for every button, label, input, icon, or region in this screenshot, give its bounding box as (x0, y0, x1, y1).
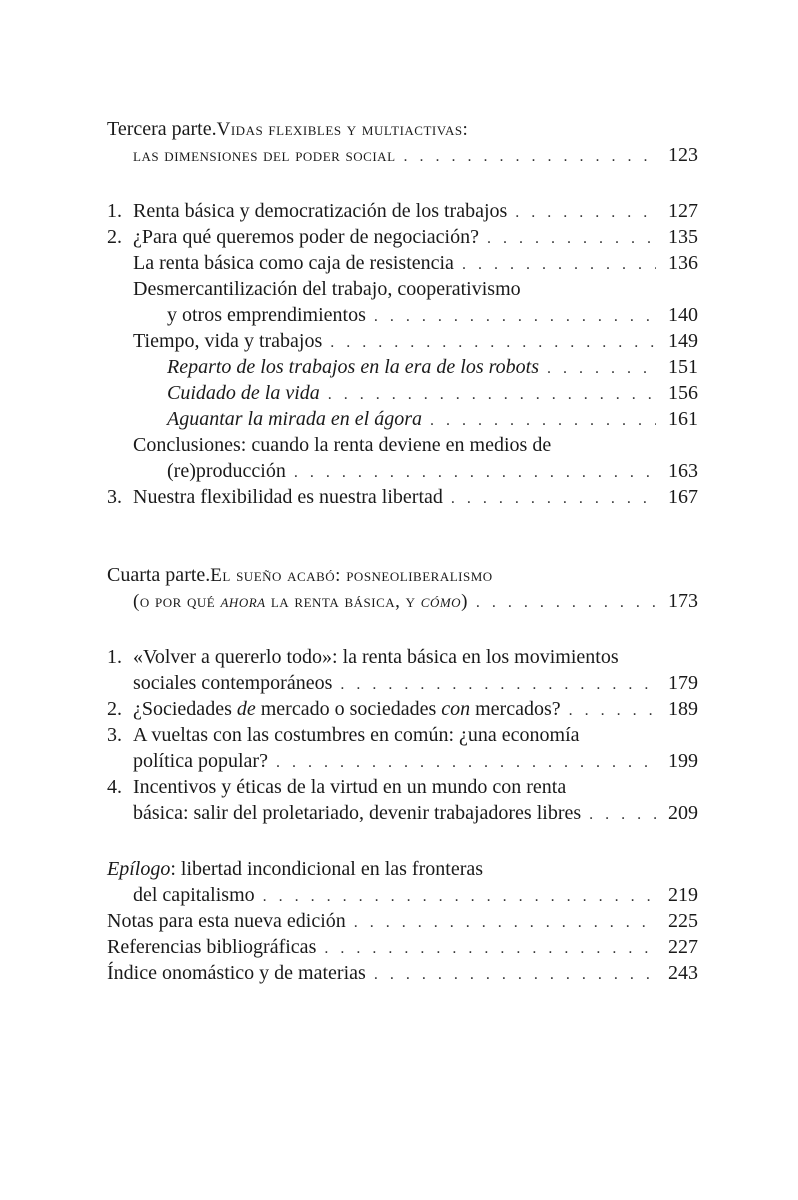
page-number: 140 (668, 304, 698, 326)
toc-subentry-cont (107, 458, 698, 484)
entry-number: 2. (107, 698, 122, 720)
page-number: 227 (668, 936, 698, 958)
dot-leader (294, 460, 656, 486)
entry-title: Notas para esta nueva edición (107, 910, 346, 932)
toc-subentry (107, 276, 698, 302)
toc-entry-cont (107, 670, 698, 696)
page-number: 179 (668, 672, 698, 694)
toc-entry (107, 644, 698, 670)
dot-leader (589, 802, 656, 828)
toc-subsubentry (107, 380, 698, 406)
dot-leader (276, 750, 656, 776)
page-number: 123 (668, 144, 698, 166)
entry-title: La renta básica como caja de resistencia (133, 252, 454, 274)
toc-indice (107, 960, 698, 986)
part4-heading (107, 562, 698, 588)
toc-subentry (107, 432, 698, 458)
page-number: 243 (668, 962, 698, 984)
page-number: 161 (668, 408, 698, 430)
entry-title: Desmercantilización del trabajo, cooperativismo (133, 278, 521, 300)
entry-number: 2. (107, 226, 122, 248)
entry-title-cont: y otros emprendimientos (167, 304, 366, 326)
entry-title: Epílogo: libertad incondicional en las fronteras (107, 858, 484, 880)
toc-entry (107, 198, 698, 224)
dot-leader (515, 200, 656, 226)
entry-number: 1. (107, 646, 122, 668)
entry-number: 4. (107, 776, 122, 798)
toc-subentry-cont (107, 302, 698, 328)
part3-prefix: Tercera parte. (107, 118, 217, 140)
page-number: 209 (668, 802, 698, 824)
dot-leader (374, 304, 656, 330)
entry-title: «Volver a quererlo todo»: la renta básica en los movimientos (133, 646, 619, 668)
page-number: 149 (668, 330, 698, 352)
entry-title: ¿Sociedades de mercado o sociedades con mercados? (133, 698, 561, 720)
page-number: 199 (668, 750, 698, 772)
toc-subentry (107, 250, 698, 276)
part3-heading-line2 (107, 142, 698, 168)
entry-title-cont: básica: salir del proletariado, devenir trabajadores libres (133, 802, 582, 824)
page-number: 219 (668, 884, 698, 906)
toc-subentry (107, 328, 698, 354)
entry-number: 3. (107, 486, 122, 508)
entry-title: Reparto de los trabajos en la era de los robots (167, 356, 540, 378)
toc-entry (107, 224, 698, 250)
dot-leader (374, 962, 656, 988)
page-number: 167 (668, 486, 698, 508)
toc-entry (107, 696, 698, 722)
dot-leader (430, 408, 656, 434)
entry-title: A vueltas con las costumbres en común: ¿una economía (133, 724, 580, 746)
entry-title-cont: sociales contemporáneos (133, 672, 333, 694)
entry-number: 3. (107, 724, 122, 746)
toc-subsubentry (107, 354, 698, 380)
dot-leader (547, 356, 656, 382)
toc-epilogo-cont (107, 882, 698, 908)
part4-heading-line2 (107, 588, 698, 614)
page-number: 225 (668, 910, 698, 932)
page-number: 189 (668, 698, 698, 720)
dot-leader (263, 884, 656, 910)
entry-title: ¿Para qué queremos poder de negociación? (133, 226, 479, 248)
toc-epilogo (107, 856, 698, 882)
toc-entry-cont (107, 800, 698, 826)
dot-leader (354, 910, 656, 936)
part4-title: El sueño acabó: posneoliberalismo (210, 565, 493, 586)
entry-title-cont: (re)producción (167, 460, 286, 482)
toc-entry (107, 722, 698, 748)
entry-title-cont: del capitalismo (133, 884, 255, 906)
dot-leader (476, 590, 656, 616)
dot-leader (404, 144, 656, 170)
dot-leader (487, 226, 656, 252)
toc-notas (107, 908, 698, 934)
dot-leader (569, 698, 656, 724)
dot-leader (330, 330, 656, 356)
part4-subtitle: (o por qué ahora la renta básica, y cómo) (133, 591, 468, 612)
part3-heading (107, 116, 698, 142)
entry-title: Conclusiones: cuando la renta deviene en medios de (133, 434, 552, 456)
page-number: 151 (668, 356, 698, 378)
entry-title: Cuidado de la vida (167, 382, 320, 404)
entry-title: Tiempo, vida y trabajos (133, 330, 323, 352)
toc-entry (107, 774, 698, 800)
part3-title: Vidas flexibles y multiactivas: (216, 119, 469, 140)
part4-prefix: Cuarta parte. (107, 564, 211, 586)
toc-entry-cont (107, 748, 698, 774)
entry-title: Referencias bibliográficas (107, 936, 317, 958)
dot-leader (340, 672, 656, 698)
page-number: 173 (668, 590, 698, 612)
entry-title-cont: política popular? (133, 750, 268, 772)
dot-leader (462, 252, 656, 278)
dot-leader (451, 486, 656, 512)
part3-subtitle: las dimensiones del poder social (133, 145, 396, 166)
page-number: 163 (668, 460, 698, 482)
entry-number: 1. (107, 200, 122, 222)
toc-entry (107, 484, 698, 510)
entry-title: Incentivos y éticas de la virtud en un mundo con renta (133, 776, 567, 798)
entry-title: Índice onomástico y de materias (107, 962, 366, 984)
entry-title: Nuestra flexibilidad es nuestra libertad (133, 486, 443, 508)
entry-title: Aguantar la mirada en el ágora (167, 408, 422, 430)
toc-subsubentry (107, 406, 698, 432)
page-number: 127 (668, 200, 698, 222)
table-of-contents (107, 116, 698, 986)
page-number: 135 (668, 226, 698, 248)
page-number: 156 (668, 382, 698, 404)
dot-leader (324, 936, 656, 962)
dot-leader (328, 382, 656, 408)
page-number: 136 (668, 252, 698, 274)
entry-title: Renta básica y democratización de los trabajos (133, 200, 508, 222)
toc-referencias (107, 934, 698, 960)
